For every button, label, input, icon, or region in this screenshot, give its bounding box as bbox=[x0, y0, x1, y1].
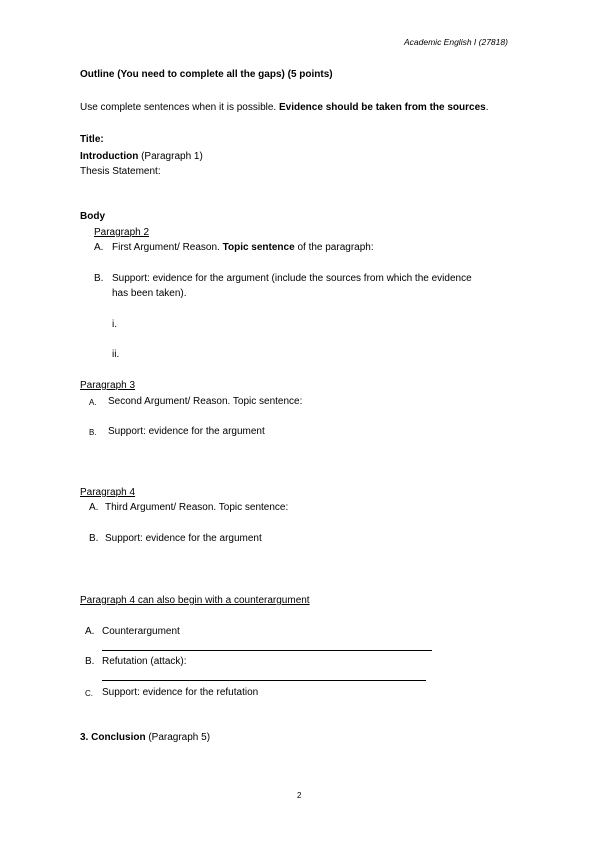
p2-item-b-marker: B. bbox=[94, 273, 104, 284]
p2-topic-sentence-emphasis: Topic sentence bbox=[222, 242, 295, 253]
thesis-label: Thesis Statement: bbox=[80, 166, 161, 177]
refutation-support-label: Support: evidence for the refutation bbox=[102, 687, 259, 698]
refutation-answer-line bbox=[102, 680, 426, 681]
p3-item-b-text: Support: evidence for the argument bbox=[108, 426, 265, 437]
introduction-line bbox=[80, 150, 203, 163]
p3-item-b-marker: B. bbox=[89, 428, 97, 437]
counter-item-b-marker: B. bbox=[85, 656, 95, 667]
counterargument-heading: Paragraph 4 can also begin with a counterargument bbox=[80, 595, 310, 606]
refutation-label: Refutation (attack): bbox=[102, 656, 187, 667]
conclusion-label: 3. Conclusion bbox=[80, 732, 146, 743]
paragraph-2-heading: Paragraph 2 bbox=[94, 227, 150, 238]
p2-item-b-line1: Support: evidence for the argument (include the sources from which the evidence bbox=[112, 273, 472, 284]
p4-item-b-marker: B. bbox=[89, 533, 99, 544]
p3-item-a-text: Second Argument/ Reason. Topic sentence: bbox=[108, 396, 303, 407]
counter-item-a-marker: A. bbox=[85, 626, 95, 637]
conclusion-line bbox=[80, 731, 210, 744]
p3-item-a-marker: A. bbox=[89, 398, 97, 407]
p4-item-a-text: Third Argument/ Reason. Topic sentence: bbox=[105, 502, 289, 513]
outline-title: Outline (You need to complete all the gaps) (5 points) bbox=[80, 69, 333, 80]
p2-item-a-end: of the paragraph: bbox=[294, 242, 374, 253]
title-label: Title: bbox=[80, 134, 104, 145]
counterargument-label: Counterargument bbox=[102, 626, 180, 637]
p2-item-a-text: First Argument/ Reason. bbox=[112, 242, 223, 253]
instruction-line bbox=[80, 101, 489, 114]
counter-item-c-marker: C. bbox=[85, 689, 93, 698]
p2-item-a bbox=[112, 241, 374, 254]
instruction-emphasis: Evidence should be taken from the sources bbox=[279, 102, 486, 113]
body-heading: Body bbox=[80, 211, 105, 222]
paragraph-3-heading: Paragraph 3 bbox=[80, 380, 136, 391]
p4-item-a-marker: A. bbox=[89, 502, 99, 513]
course-header: Academic English I (27818) bbox=[404, 37, 508, 47]
instruction-period: . bbox=[485, 102, 489, 113]
p2-sub-item-ii: ii. bbox=[112, 349, 120, 360]
p2-sub-item-i: i. bbox=[112, 319, 117, 330]
p4-item-b-text: Support: evidence for the argument bbox=[105, 533, 262, 544]
p2-item-a-marker: A. bbox=[94, 242, 104, 253]
paragraph-4-heading: Paragraph 4 bbox=[80, 487, 136, 498]
introduction-paragraph-ref: (Paragraph 1) bbox=[138, 151, 203, 162]
instruction-text: Use complete sentences when it is possible. bbox=[80, 102, 279, 113]
p2-item-b-line2: has been taken). bbox=[112, 288, 187, 299]
introduction-label: Introduction bbox=[80, 151, 139, 162]
counterargument-answer-line bbox=[102, 650, 432, 651]
conclusion-paragraph-ref: (Paragraph 5) bbox=[145, 732, 211, 743]
page-number: 2 bbox=[297, 791, 302, 800]
